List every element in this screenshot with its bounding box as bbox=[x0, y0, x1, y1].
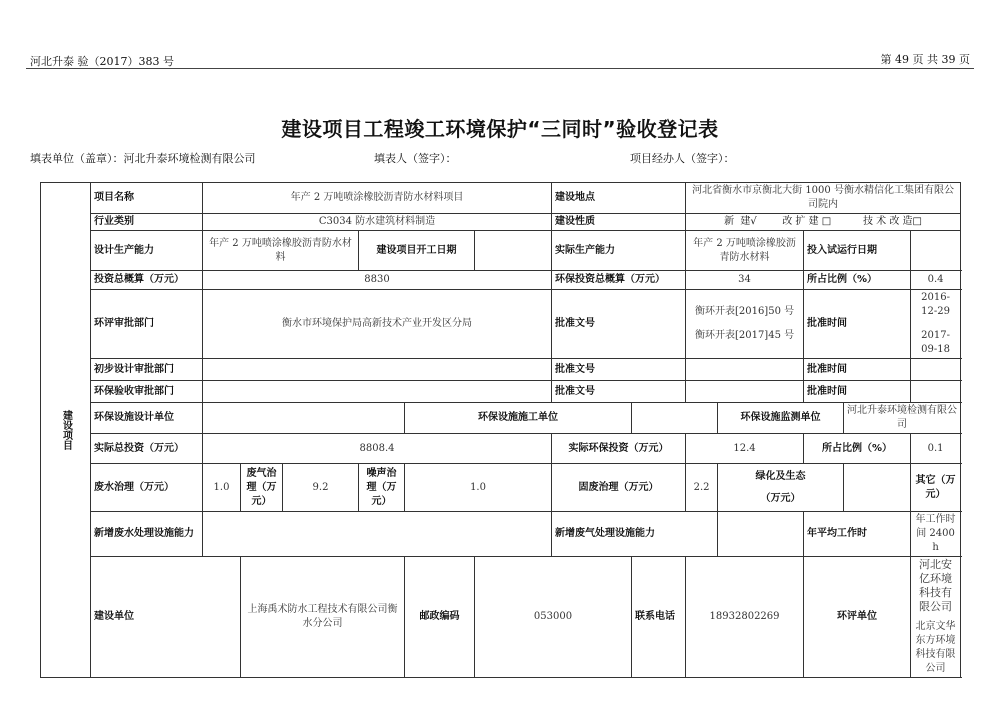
trial-date-label: 投入试运行日期 bbox=[804, 231, 911, 271]
ratio-label: 所占比例（%） bbox=[804, 271, 911, 290]
actual-total-value: 8808.4 bbox=[203, 434, 552, 464]
other-label: 其它（万元） bbox=[911, 464, 961, 512]
page-title: 建设项目工程竣工环境保护“三同时”验收登记表 bbox=[281, 117, 719, 141]
prelim-time-value bbox=[911, 359, 961, 381]
builder-value: 上海禹术防水工程技术有限公司衡水分公司 bbox=[241, 557, 405, 678]
phone-value: 18932802269 bbox=[686, 557, 804, 678]
annual-hours-label: 年平均工作时 bbox=[804, 512, 911, 557]
approval-no-values: 衡环开表[2016]50 号 衡环开表[2017]45 号 bbox=[686, 290, 804, 359]
start-date-label: 建设项目开工日期 bbox=[359, 231, 475, 271]
actual-capacity-label: 实际生产能力 bbox=[552, 231, 686, 271]
new-gas-capacity-value bbox=[718, 512, 804, 557]
facility-design-value bbox=[203, 403, 405, 434]
prelim-dept-value bbox=[203, 359, 552, 381]
document-number: 河北升泰 验（2017）383 号 bbox=[30, 55, 174, 68]
eia-unit-label: 环评单位 bbox=[804, 557, 911, 678]
postcode-value: 053000 bbox=[475, 557, 632, 678]
approval-time-values: 2016-12-29 2017-09-18 bbox=[911, 290, 961, 359]
solid-label: 固废治理（万元） bbox=[552, 464, 686, 512]
actual-ratio-label: 所占比例（%） bbox=[804, 434, 911, 464]
ratio-value: 0.4 bbox=[911, 271, 961, 290]
header-divider bbox=[26, 68, 974, 69]
phone-label: 联系电话 bbox=[632, 557, 686, 678]
facility-monitor-value: 河北升泰环境检测有限公司 bbox=[844, 403, 961, 434]
filler-signature: 填表人（签字）： bbox=[374, 152, 457, 165]
trial-date-value bbox=[911, 231, 961, 271]
fill-unit: 填表单位（盖章）：河北升泰环境检测有限公司 bbox=[30, 152, 256, 165]
postcode-label: 邮政编码 bbox=[405, 557, 475, 678]
noise-value: 1.0 bbox=[405, 464, 552, 512]
handler-signature: 项目经办人（签字）： bbox=[630, 152, 735, 165]
location-label: 建设地点 bbox=[552, 183, 686, 214]
acceptance-no-value bbox=[686, 381, 804, 403]
new-gas-capacity-label: 新增废气处理设施能力 bbox=[552, 512, 718, 557]
actual-env-label: 实际环保投资（万元） bbox=[552, 434, 686, 464]
facility-design-label: 环保设施设计单位 bbox=[91, 403, 203, 434]
prelim-time-label: 批准时间 bbox=[804, 359, 911, 381]
wastewater-label: 废水治理（万元） bbox=[91, 464, 203, 512]
industry-value: C3034 防水建筑材料制造 bbox=[203, 214, 552, 231]
side-label-project: 建设项目 bbox=[41, 183, 91, 678]
green-value bbox=[844, 464, 911, 512]
noise-label: 噪声治理（万元） bbox=[359, 464, 405, 512]
prelim-no-value bbox=[686, 359, 804, 381]
project-name-label: 项目名称 bbox=[91, 183, 203, 214]
annual-hours-value: 年工作时间 2400 h bbox=[911, 512, 961, 557]
prelim-dept-label: 初步设计审批部门 bbox=[91, 359, 203, 381]
eia-unit-value: 河北安亿环境科技有限公司 北京文华东方环境科技有限公司 bbox=[911, 557, 961, 678]
acceptance-dept-value bbox=[203, 381, 552, 403]
waste-gas-value: 9.2 bbox=[283, 464, 359, 512]
registration-table bbox=[40, 182, 961, 678]
solid-value: 2.2 bbox=[686, 464, 718, 512]
facility-build-label: 环保设施施工单位 bbox=[405, 403, 632, 434]
new-wastewater-capacity-value bbox=[203, 512, 552, 557]
facility-monitor-label: 环保设施监测单位 bbox=[718, 403, 844, 434]
wastewater-value: 1.0 bbox=[203, 464, 241, 512]
acceptance-no-label: 批准文号 bbox=[552, 381, 686, 403]
design-capacity-label: 设计生产能力 bbox=[91, 231, 203, 271]
approval-time-label: 批准时间 bbox=[804, 290, 911, 359]
eia-dept-label: 环评审批部门 bbox=[91, 290, 203, 359]
actual-total-label: 实际总投资（万元） bbox=[91, 434, 203, 464]
acceptance-dept-label: 环保验收审批部门 bbox=[91, 381, 203, 403]
env-invest-label: 环保投资总概算（万元） bbox=[552, 271, 686, 290]
start-date-value bbox=[475, 231, 552, 271]
acceptance-time-label: 批准时间 bbox=[804, 381, 911, 403]
prelim-no-label: 批准文号 bbox=[552, 359, 686, 381]
new-wastewater-capacity-label: 新增废水处理设施能力 bbox=[91, 512, 203, 557]
actual-ratio-value: 0.1 bbox=[911, 434, 961, 464]
project-name-value: 年产 2 万吨喷涂橡胶沥青防水材料项目 bbox=[203, 183, 552, 214]
total-invest-value: 8830 bbox=[203, 271, 552, 290]
actual-capacity-value: 年产 2 万吨喷涂橡胶沥青防水材料 bbox=[686, 231, 804, 271]
approval-no-label: 批准文号 bbox=[552, 290, 686, 359]
nature-label: 建设性质 bbox=[552, 214, 686, 231]
eia-dept-value: 衡水市环境保护局高新技术产业开发区分局 bbox=[203, 290, 552, 359]
waste-gas-label: 废气治理（万元） bbox=[241, 464, 283, 512]
design-capacity-value: 年产 2 万吨喷涂橡胶沥青防水材料 bbox=[203, 231, 359, 271]
facility-build-value bbox=[632, 403, 718, 434]
actual-env-value: 12.4 bbox=[686, 434, 804, 464]
env-invest-value: 34 bbox=[686, 271, 804, 290]
industry-label: 行业类别 bbox=[91, 214, 203, 231]
total-invest-label: 投资总概算（万元） bbox=[91, 271, 203, 290]
builder-label: 建设单位 bbox=[91, 557, 241, 678]
location-value: 河北省衡水市京衡北大街 1000 号衡水精信化工集团有限公司院内 bbox=[686, 183, 961, 214]
nature-options: 新 建√ 改 扩 建 □ 技 术 改 造□ bbox=[686, 214, 961, 231]
green-label: 绿化及生态 （万元） bbox=[718, 464, 844, 512]
acceptance-time-value bbox=[911, 381, 961, 403]
page-info: 第 49 页 共 39 页 bbox=[880, 53, 970, 66]
